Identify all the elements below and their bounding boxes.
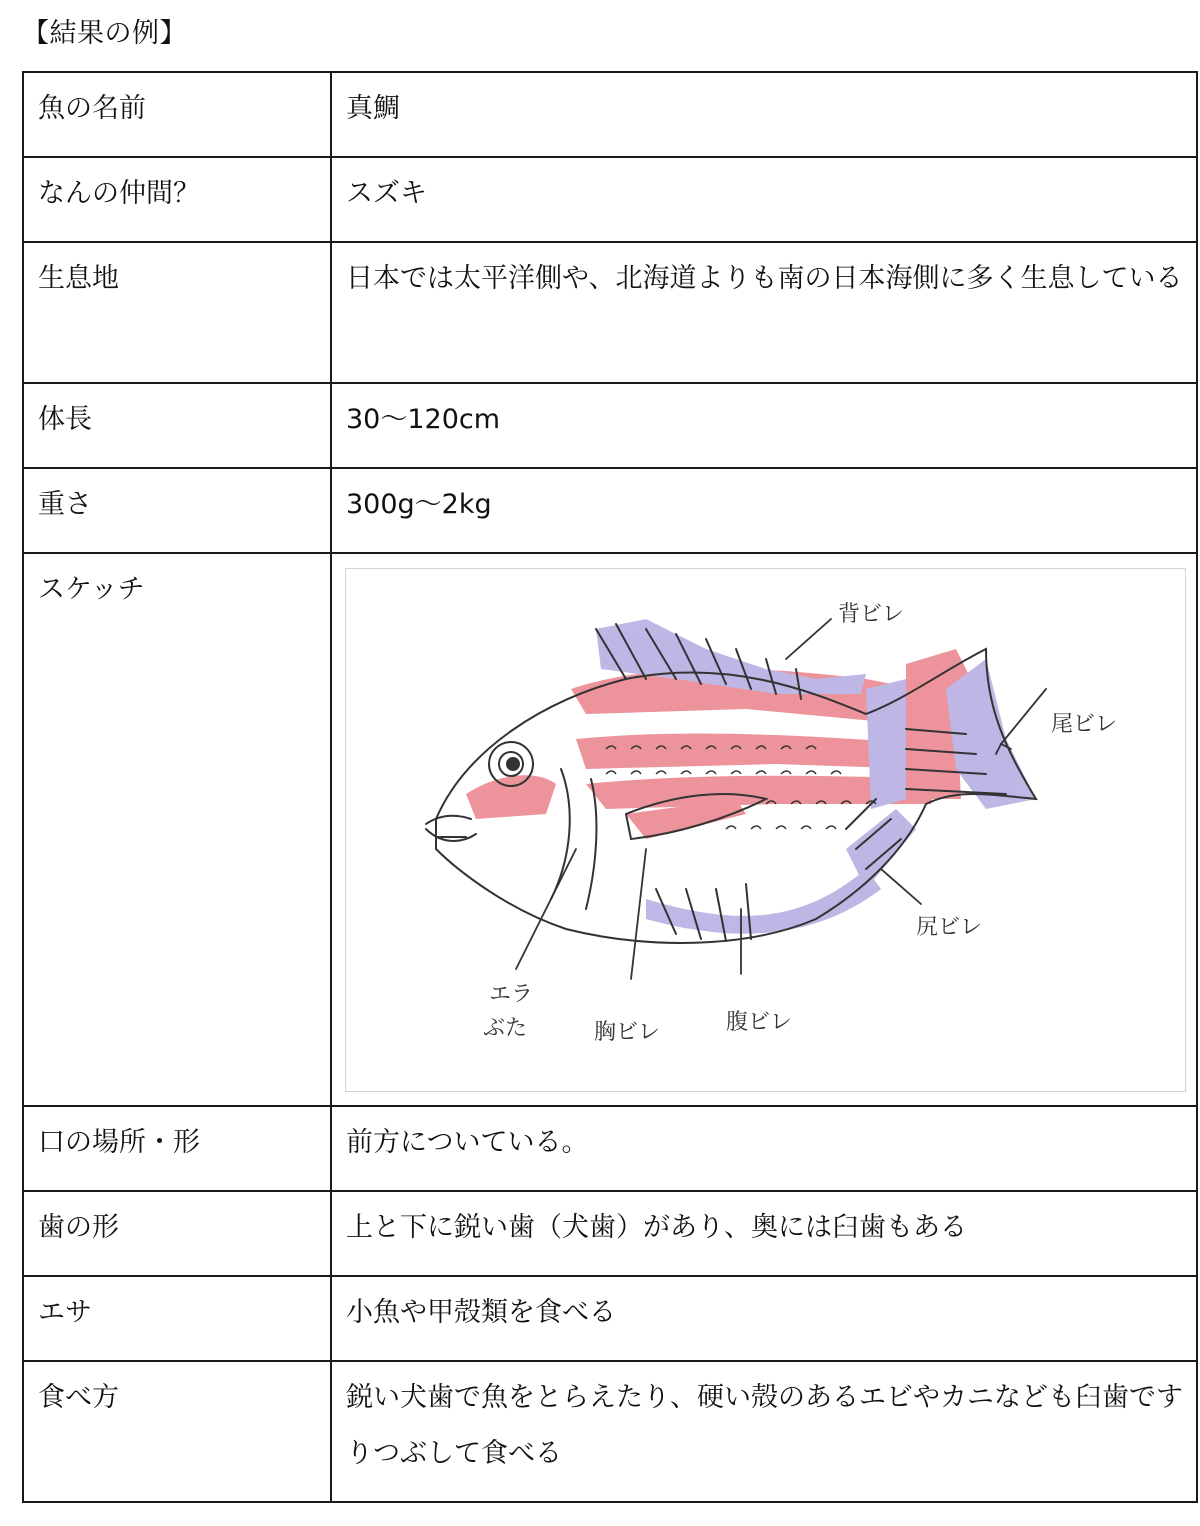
- page-heading: 【結果の例】: [22, 18, 187, 49]
- sketch-color-wash: [466, 619, 1036, 934]
- row-label: 歯の形: [23, 1191, 331, 1276]
- fish-info-table: [22, 71, 1198, 1503]
- row-value: 300g〜2kg: [331, 468, 1197, 553]
- row-value: 30〜120cm: [331, 383, 1197, 468]
- label-dorsal-fin: 背ビレ: [838, 602, 905, 627]
- table-row: [23, 553, 1197, 1106]
- sketch-cell: [331, 553, 1197, 1106]
- row-label: 重さ: [23, 468, 331, 553]
- row-label: 魚の名前: [23, 72, 331, 157]
- row-value: スズキ: [331, 157, 1197, 242]
- label-pectoral-fin: 胸ビレ: [594, 1020, 661, 1045]
- table-row: [23, 1191, 1197, 1276]
- table-row: [23, 242, 1197, 383]
- label-tail-fin: 尾ビレ: [1051, 712, 1118, 737]
- table-row: [23, 383, 1197, 468]
- table-row: [23, 157, 1197, 242]
- label-pelvic-fin: 腹ビレ: [726, 1010, 793, 1035]
- row-label: スケッチ: [23, 553, 331, 1106]
- row-value: 小魚や甲殻類を食べる: [331, 1276, 1197, 1361]
- label-anal-fin: 尻ビレ: [916, 915, 983, 940]
- row-label: 生息地: [23, 242, 331, 383]
- row-value: 前方についている。: [331, 1106, 1197, 1191]
- table-row: [23, 468, 1197, 553]
- row-value: 真鯛: [331, 72, 1197, 157]
- row-value: 上と下に鋭い歯（犬歯）があり、奥には臼歯もある: [331, 1191, 1197, 1276]
- fish-sketch-image: [345, 568, 1186, 1092]
- row-label: 口の場所・形: [23, 1106, 331, 1191]
- table-row: [23, 1361, 1197, 1502]
- table-row: [23, 72, 1197, 157]
- row-value: 鋭い犬歯で魚をとらえたり、硬い殻のあるエビやカニなども臼歯ですりつぶして食べる: [331, 1361, 1197, 1502]
- row-label: 体長: [23, 383, 331, 468]
- label-gill-cover-2: ぶた: [483, 1016, 528, 1041]
- row-label: エサ: [23, 1276, 331, 1361]
- table-row: [23, 1276, 1197, 1361]
- label-gill-cover-1: エラ: [489, 982, 534, 1007]
- row-label: なんの仲間？: [23, 157, 331, 242]
- table-row: [23, 1106, 1197, 1191]
- fish-sketch-drawing: [346, 569, 1185, 1091]
- row-value: 日本では太平洋側や、北海道よりも南の日本海側に多く生息している: [331, 242, 1197, 383]
- row-label: 食べ方: [23, 1361, 331, 1502]
